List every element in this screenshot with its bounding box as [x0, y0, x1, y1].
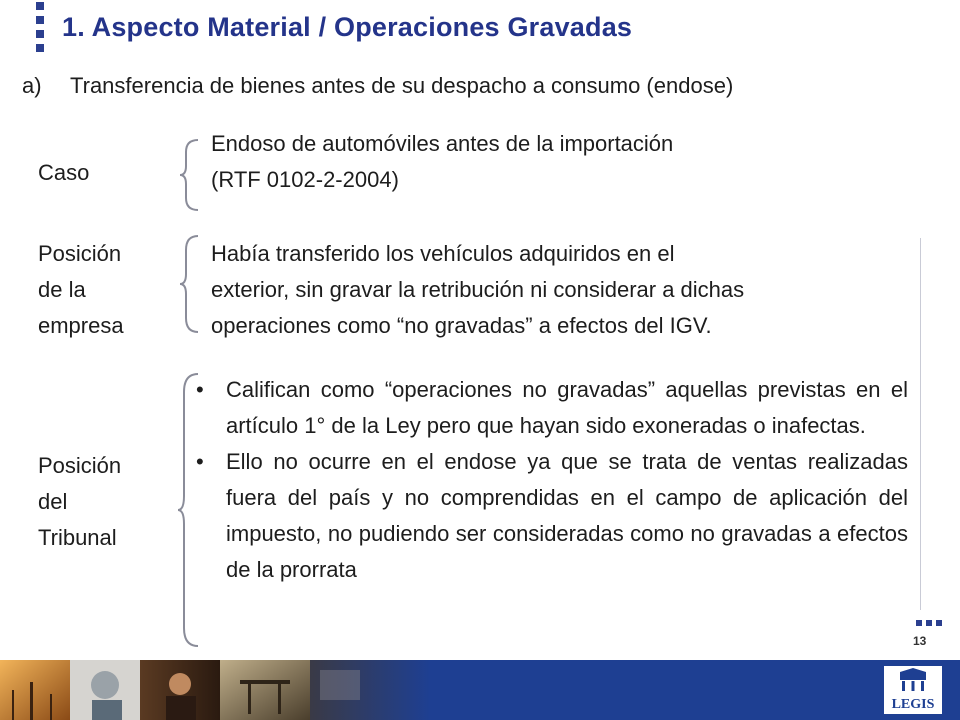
tribunal-bullet-text: Califican como “operaciones no gravadas” aquellas previstas en el artículo 1° de la Ley pero que hayan sido exoneradas o inafectas. [226, 377, 908, 438]
tribunal-label [38, 448, 121, 556]
curly-brace-icon [178, 138, 200, 212]
subtitle-marker: a) [22, 73, 42, 98]
page-title: 1. Aspecto Material / Operaciones Gravadas [62, 12, 633, 42]
tribunal-label-line1: Posición [38, 453, 122, 478]
empresa-text [211, 236, 923, 344]
tribunal-bullet-list [196, 372, 908, 588]
tribunal-label-line3: Tribunal [38, 525, 117, 550]
subtitle-text: Transferencia de bienes antes de su despacho a consumo (endose) [70, 73, 734, 98]
page-number: 13 [913, 634, 927, 648]
logo-text: LEGIS [891, 697, 935, 712]
list-item [196, 372, 908, 444]
caso-label: Caso [38, 160, 90, 185]
caso-text [211, 126, 911, 198]
caso-text-line1: Endoso de automóviles antes de la importación [211, 131, 674, 156]
list-item [196, 444, 908, 588]
legis-logo-icon [884, 666, 942, 714]
empresa-text-line3: operaciones como “no gravadas” a efectos del IGV. [211, 313, 712, 338]
footer-photo-strip [0, 660, 430, 720]
empresa-text-line2: exterior, sin gravar la retribución ni considerar a dichas [211, 277, 745, 302]
right-divider [920, 238, 921, 610]
tribunal-label-line2: del [38, 489, 68, 514]
caso-text-line2: (RTF 0102-2-2004) [211, 167, 399, 192]
empresa-text-line1: Había transferido los vehículos adquiridos en el [211, 241, 675, 266]
bullet-icon: • [196, 449, 204, 474]
bullet-icon: • [196, 377, 204, 402]
curly-brace-icon [178, 234, 200, 334]
empresa-label-line1: Posición [38, 241, 122, 266]
empresa-label-line2: de la [38, 277, 86, 302]
empresa-label-line3: empresa [38, 313, 124, 338]
tribunal-bullet-text: Ello no ocurre en el endose ya que se trata de ventas realizadas fuera del país y no comprendidas en el campo de aplicación del impuesto, no pudiendo ser consideradas como no gravadas a efectos de la prorrata [226, 449, 908, 582]
empresa-label [38, 236, 124, 344]
